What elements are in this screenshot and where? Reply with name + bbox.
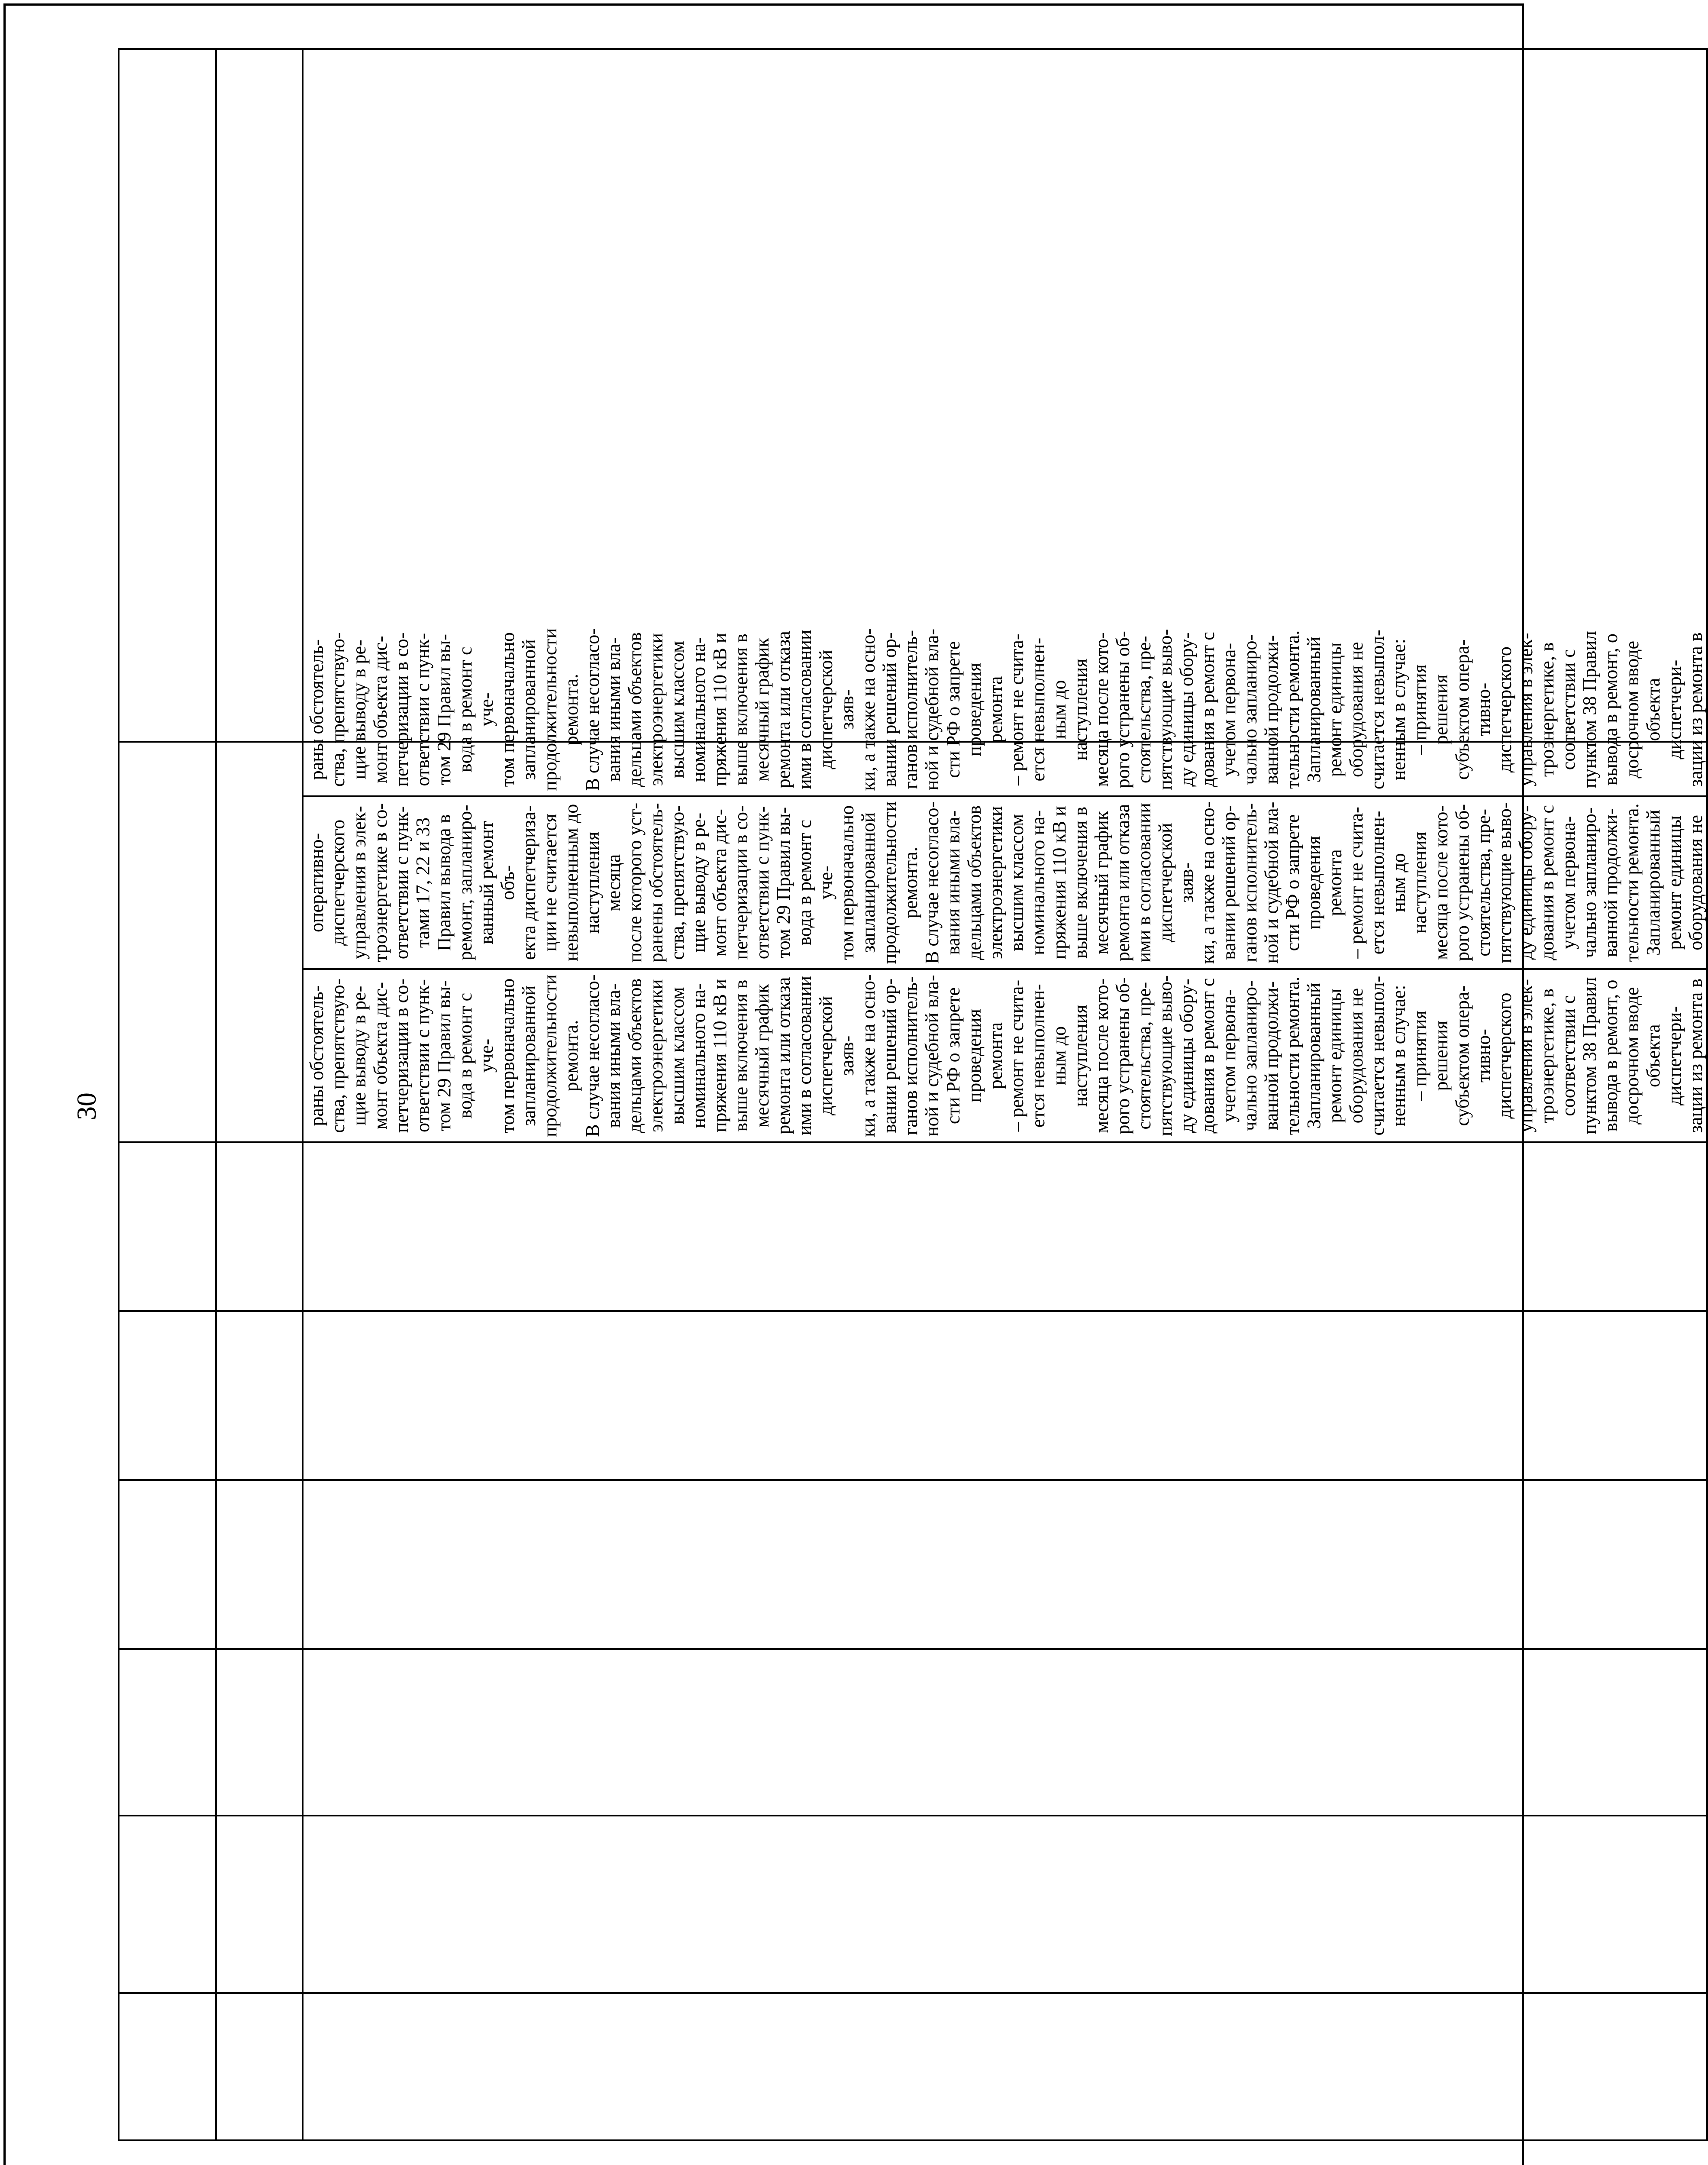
table-row-content (303, 49, 1707, 2140)
table-cell (303, 1142, 1707, 1311)
table-cell (216, 1816, 303, 1993)
table-cell (119, 1649, 216, 1816)
text-column-3: раны обстоятель- ства, препятствую- щие выводу в ре- монт объекта дис- петчеризации в со- ответствии с пунк- том 29 Правил вы- вода в ремонт с уче- том первоначально запланированной продолжительности ремонта. В случае несогласо- вания иными вла- дельцами объектов электроэнергетики высшим классом номинального на- пряжения 110 кВ и выше включения в месячный график ремонта или отказа ими в согласовании диспетчерской заяв- ки, а также на осно- вании решений ор- ганов исполнитель- ной и судебной вла- сти РФ о запрете проведения ремонта – ремонт не счита- ется невыполнен- ным до наступления месяца после кото- рого устранены об- стоятельства, пре- пятствующие выво- ду единицы обору- дования в ремонт с учетом первона- чально запланиро- ванной продолжи- тельности ремонта. Запланированный ремонт единицы оборудования не считается невыпол- ненным в случае: – принятия решения субъектом опера- тивно- диспетчерского управления в элек- троэнергетике, в соответствии с пунктом 38 Правил вывода в ремонт, о досрочном вводе объекта диспетчери- зации из ремонта в (306, 628, 1706, 791)
table-cell (216, 1480, 303, 1649)
table-cell (119, 1993, 216, 2140)
table-cell (303, 1311, 1707, 1480)
page-number: 30 (71, 1092, 102, 1120)
table-cell (216, 1311, 303, 1480)
table-cell (119, 742, 216, 1142)
table-cell (216, 1993, 303, 2140)
table-cell (216, 742, 303, 1142)
table-cell (303, 1993, 1707, 2140)
text-column-1: раны обстоятель- ства, препятствую- щие выводу в ре- монт объекта дис- петчеризации в со- ответствии с пунк- том 29 Правил вы- вода в ремонт с уче- том первоначально запланированной продолжительности ремонта. В случае несогласо- вания иными вла- дельцами объектов электроэнергетики высшим классом номинального на- пряжения 110 кВ и выше включения в месячный график ремонта или отказа ими в согласовании диспетчерской заяв- ки, а также на осно- вании решений ор- ганов исполнитель- ной и судебной вла- сти РФ о запрете проведения ремонта – ремонт не счита- ется невыполнен- ным до наступления месяца после кото- рого устранены об- стоятельства, пре- пятствующие выво- ду единицы обору- дования в ремонт с учетом первона- чально запланиро- ванной продолжи- тельности ремонта. Запланированный ремонт единицы оборудования не считается невыпол- ненным в случае: – принятия решения субъектом опера- тивно- диспетчерского управления в элек- троэнергетике, в соответствии с пунктом 38 Правил вывода в ремонт, о досрочном вводе объекта диспетчери- зации из ремонта в (304, 968, 1706, 1141)
table-cell (119, 1142, 216, 1311)
text-column-2: оперативно- диспетчерского управления в элек- троэнергетике в со- ответствии с пунк- тами 17, 22 и 33 Правил вывода в ремонт, запланиро- ванный ремонт объ- екта диспетчериза- ции не считается невыполненным до наступления месяца после которого уст- ранены обстоятель- ства, препятствую- щие выводу в ре- монт объекта дис- петчеризации в со- ответствии с пунк- том 29 Правил вы- вода в ремонт с уче- том первоначально запланированной продолжительности ремонта. В случае несогласо- вания иными вла- дельцами объектов электроэнергетики высшим классом номинального на- пряжения 110 кВ и выше включения в месячный график ремонта или отказа ими в согласовании диспетчерской заяв- ки, а также на осно- вании решений ор- ганов исполнитель- ной и судебной вла- сти РФ о запрете проведения ремонта – ремонт не счита- ется невыполнен- ным до наступления месяца после кото- рого устранены об- стоятельства, пре- пятствующие выво- ду единицы обору- дования в ремонт с учетом первона- чально запланиро- ванной продолжи- тельности ремонта. Запланированный ремонт единицы оборудования не (304, 795, 1706, 969)
table-cell-text (303, 628, 1707, 1142)
table-cell (119, 1311, 216, 1480)
table-row-subheader (216, 49, 303, 2140)
table-cell (119, 49, 216, 742)
table-cell (216, 1142, 303, 1311)
table-cell (303, 1649, 1707, 1816)
rotated-table-container (118, 50, 1706, 2141)
table-cell (119, 1816, 216, 1993)
table-cell (216, 1649, 303, 1816)
table-cell (303, 1480, 1707, 1649)
regulation-table (118, 48, 1708, 2141)
table-cell (216, 49, 303, 742)
table-row-header (119, 49, 216, 2140)
table-cell (303, 1816, 1707, 1993)
table-cell (119, 1480, 216, 1649)
